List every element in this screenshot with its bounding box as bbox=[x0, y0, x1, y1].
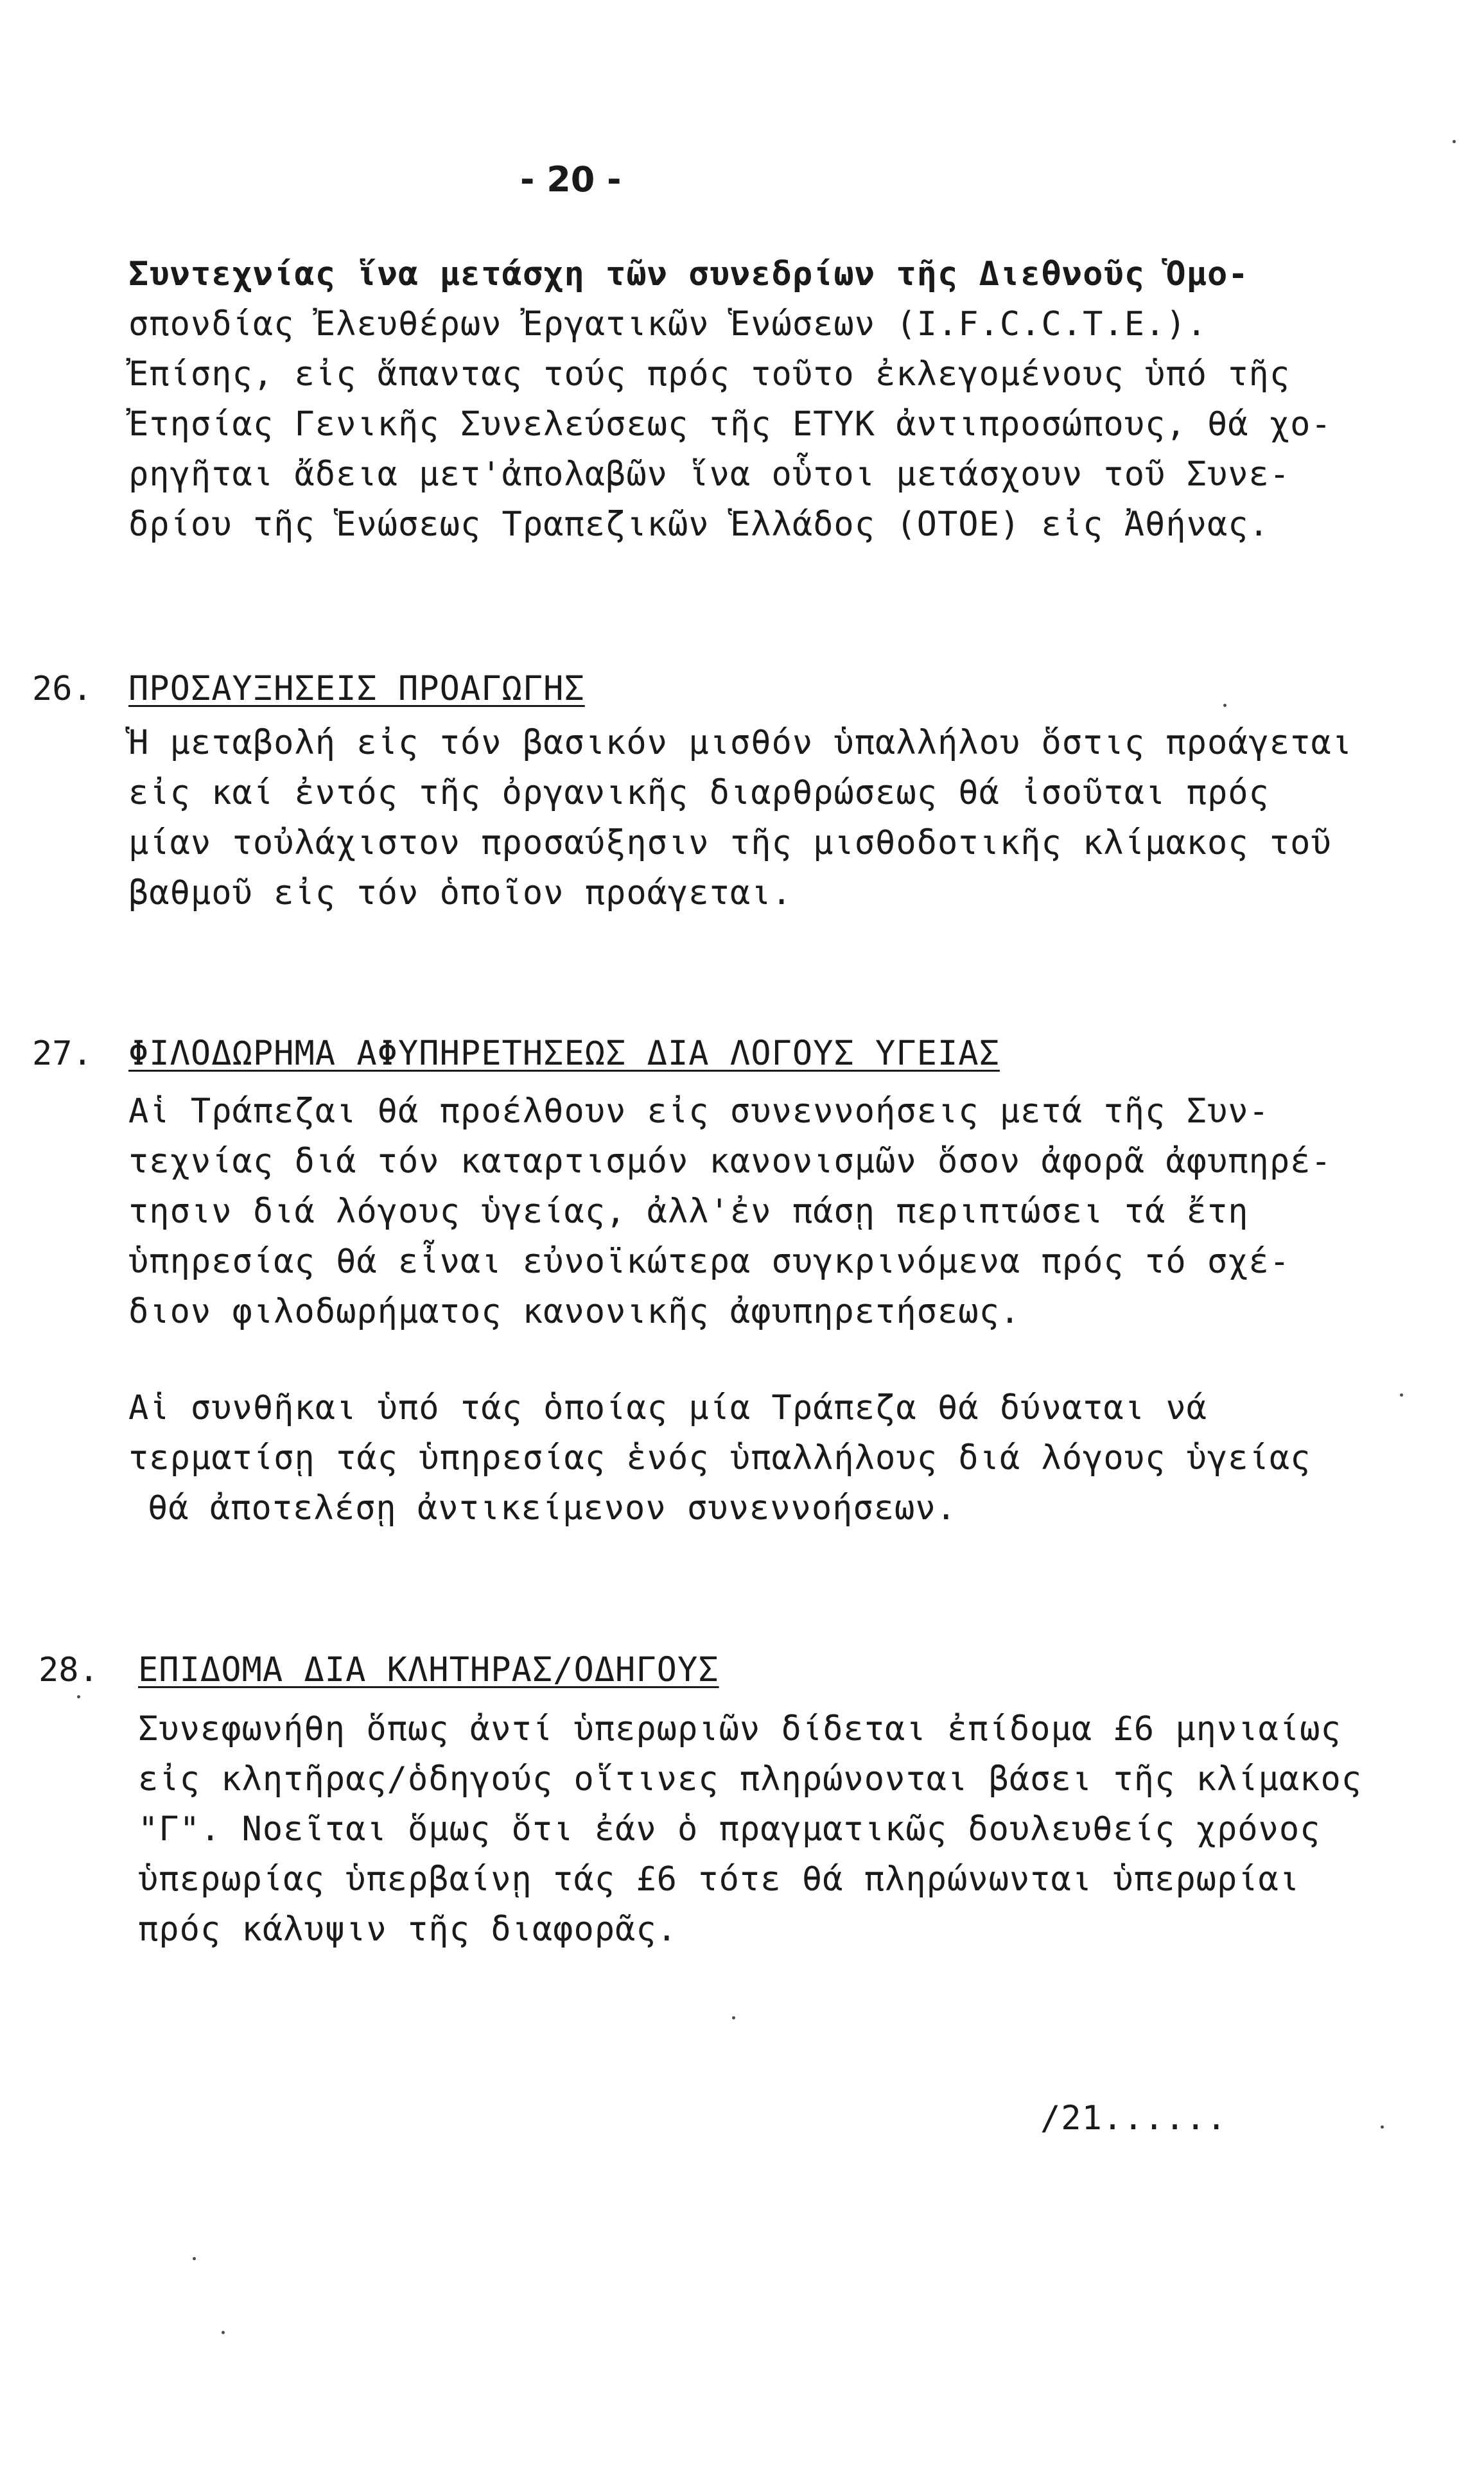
paragraph-line: Ἡ μεταβολή εἰς τόν βασικόν μισθόν ὑπαλλήλου ὅστις προάγεται bbox=[128, 724, 1353, 762]
paragraph-line: διον φιλοδωρήματος κανονικῆς ἀφυπηρετήσεως. bbox=[128, 1293, 1021, 1331]
intro-line: δρίου τῆς Ἑνώσεως Τραπεζικῶν Ἑλλάδος (ΟΤΟΕ) εἰς Ἀθήνας. bbox=[128, 505, 1270, 544]
intro-line: Συντεχνίας ἵνα μετάσχη τῶν συνεδρίων τῆς Διεθνοῦς Ὁμο- bbox=[128, 255, 1249, 293]
paragraph-line: θά ἀποτελέσῃ ἀντικείμενον συνεννοήσεων. bbox=[148, 1489, 957, 1528]
scan-speck bbox=[1400, 1393, 1403, 1397]
page-number: - 20 - bbox=[520, 159, 622, 200]
section-number: 28. bbox=[39, 1651, 99, 1689]
scan-speck bbox=[732, 2016, 735, 2019]
paragraph-line: ὑπηρεσίας θά εἶναι εὐνοϊκώτερα συγκρινόμενα πρός τό σχέ- bbox=[128, 1242, 1291, 1281]
intro-line: Ἐτησίας Γενικῆς Συνελεύσεως τῆς ΕΤΥΚ ἀντιπροσώπους, θά χο- bbox=[128, 405, 1332, 444]
scan-speck bbox=[193, 2257, 196, 2260]
paragraph-line: τησιν διά λόγους ὑγείας, ἀλλ'ἐν πάσῃ περιπτώσει τά ἔτη bbox=[128, 1192, 1249, 1231]
continuation-marker: /21...... bbox=[1040, 2099, 1227, 2138]
paragraph-line: εἰς καί ἐντός τῆς ὀργανικῆς διαρθρώσεως θά ἰσοῦται πρός bbox=[128, 774, 1270, 812]
paragraph-line: εἰς κλητῆρας/ὁδηγούς οἵτινες πληρώνονται βάσει τῆς κλίμακος bbox=[138, 1760, 1363, 1799]
section-number: 27. bbox=[32, 1034, 92, 1073]
paragraph-line: πρός κάλυψιν τῆς διαφορᾶς. bbox=[138, 1910, 677, 1949]
scan-speck bbox=[222, 2331, 225, 2334]
paragraph-line: τεχνίας διά τόν καταρτισμόν κανονισμῶν ὅσον ἀφορᾶ ἀφυπηρέ- bbox=[128, 1142, 1332, 1181]
scan-speck bbox=[1381, 2125, 1384, 2129]
paragraph-line: Συνεφωνήθη ὅπως ἀντί ὑπερωριῶν δίδεται ἐπίδομα £6 μηνιαίως bbox=[138, 1710, 1341, 1748]
intro-line: σπονδίας Ἐλευθέρων Ἐργατικῶν Ἑνώσεων (I.F.C.C.T.E.). bbox=[128, 305, 1207, 344]
intro-line: ρηγῆται ἄδεια μετ'ἀπολαβῶν ἵνα οὗτοι μετάσχουν τοῦ Συνε- bbox=[128, 455, 1291, 494]
paragraph-line: μίαν τοὐλάχιστον προσαύξησιν τῆς μισθοδοτικῆς κλίμακος τοῦ bbox=[128, 824, 1332, 862]
section-heading: ΦΙΛΟΔΩΡΗΜΑ ΑΦΥΠΗΡΕΤΗΣΕΩΣ ΔΙΑ ΛΟΓΟΥΣ ΥΓΕΙΑΣ bbox=[128, 1034, 1000, 1073]
section-heading: ΠΡΟΣΑΥΞΗΣΕΙΣ ΠΡΟΑΓΩΓΗΣ bbox=[128, 670, 585, 708]
section-heading: ΕΠΙΔΟΜΑ ΔΙΑ ΚΛΗΤΗΡΑΣ/ΟΔΗΓΟΥΣ bbox=[138, 1651, 719, 1689]
paragraph-line: Αἱ συνθῆκαι ὑπό τάς ὁποίας μία Τράπεζα θά δύναται νά bbox=[128, 1389, 1207, 1427]
section-number: 26. bbox=[32, 670, 92, 708]
paragraph-line: τερματίσῃ τάς ὑπηρεσίας ἑνός ὑπαλλήλους διά λόγους ὑγείας bbox=[128, 1439, 1311, 1478]
paragraph-line: ὑπερωρίας ὑπερβαίνῃ τάς £6 τότε θά πληρώνωνται ὑπερωρίαι bbox=[138, 1860, 1300, 1899]
paragraph-line: "Γ". Νοεῖται ὅμως ὅτι ἐάν ὁ πραγματικῶς δουλευθείς χρόνος bbox=[138, 1810, 1321, 1849]
scan-speck bbox=[1453, 140, 1456, 143]
paragraph-line: βαθμοῦ εἰς τόν ὁποῖον προάγεται. bbox=[128, 874, 792, 912]
intro-line: Ἐπίσης, εἰς ἅπαντας τούς πρός τοῦτο ἐκλεγομένους ὑπό τῆς bbox=[128, 355, 1291, 394]
paragraph-line: Αἱ Τράπεζαι θά προέλθουν εἰς συνεννοήσεις μετά τῆς Συν- bbox=[128, 1092, 1270, 1131]
scan-speck bbox=[77, 1695, 80, 1698]
scan-speck bbox=[1223, 704, 1226, 707]
